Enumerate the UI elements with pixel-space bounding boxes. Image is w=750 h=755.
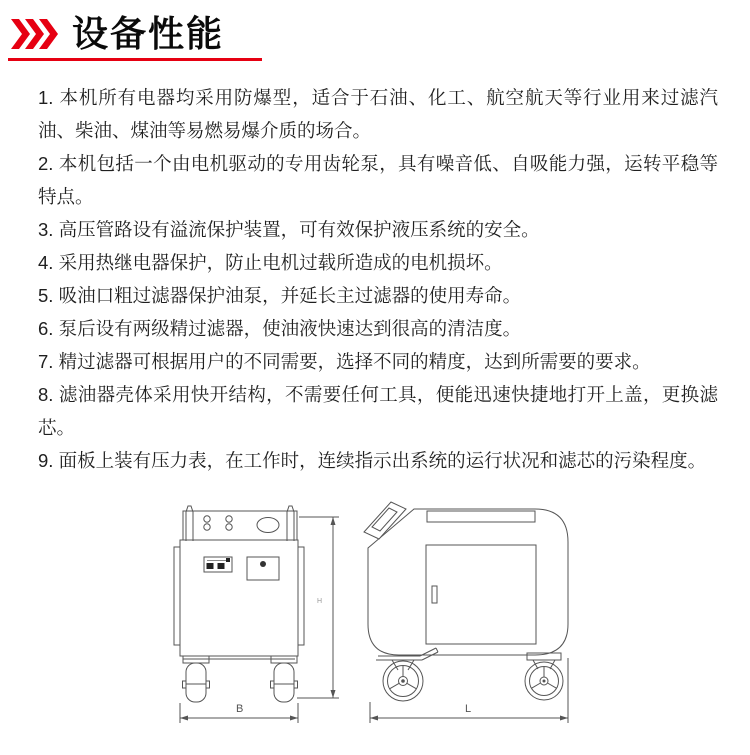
feature-item: 1. 本机所有电器均采用防爆型，适合于石油、化工、航空航天等行业用来过滤汽油、柴油、煤油等易燃易爆介质的场合。	[38, 87, 718, 141]
caster-wheel	[271, 656, 298, 702]
front-view-drawing	[174, 506, 339, 723]
dimension-label-h: H	[317, 598, 323, 605]
feature-item: 7. 精过滤器可根据用户的不同需要，选择不同的精度，达到所需要的要求。	[38, 351, 651, 372]
caster-wheel	[525, 653, 563, 700]
feature-item: 5. 吸油口粗过滤器保护油泵，并延长主过滤器的使用寿命。	[38, 285, 522, 306]
feature-item: 6. 泵后设有两级精过滤器，使油液快速达到很高的清洁度。	[38, 318, 522, 339]
dimension-label-b: B	[236, 703, 244, 715]
feature-item: 8. 滤油器壳体采用快开结构，不需要任何工具，便能迅速快捷地打开上盖，更换滤芯。	[38, 384, 718, 438]
swivel-caster-wheel	[376, 648, 438, 701]
title-underline	[8, 58, 262, 61]
feature-item: 9. 面板上装有压力表，在工作时，连续指示出系统的运行状况和滤芯的污染程度。	[38, 450, 707, 471]
handle	[364, 502, 406, 539]
control-panel	[204, 557, 232, 572]
dimension-label-l: L	[465, 703, 472, 715]
section-header	[10, 13, 225, 54]
feature-item: 2. 本机包括一个由电机驱动的专用齿轮泵，具有噪音低、自吸能力强，运转平稳等特点。	[38, 153, 718, 207]
length-dimension	[370, 658, 568, 723]
door-panel	[426, 545, 536, 644]
feature-list	[38, 81, 718, 477]
height-dimension	[297, 517, 339, 698]
triple-chevron-icon	[10, 18, 58, 50]
feature-item: 3. 高压管路设有溢流保护装置，可有效保护液压系统的安全。	[38, 219, 540, 240]
button-panel	[247, 557, 279, 580]
width-dimension	[180, 703, 298, 723]
side-view-drawing	[364, 502, 568, 723]
feature-item: 4. 采用热继电器保护，防止电机过载所造成的电机损坏。	[38, 252, 503, 273]
caster-wheel	[183, 656, 210, 702]
page-title: 设备性能	[72, 13, 225, 54]
